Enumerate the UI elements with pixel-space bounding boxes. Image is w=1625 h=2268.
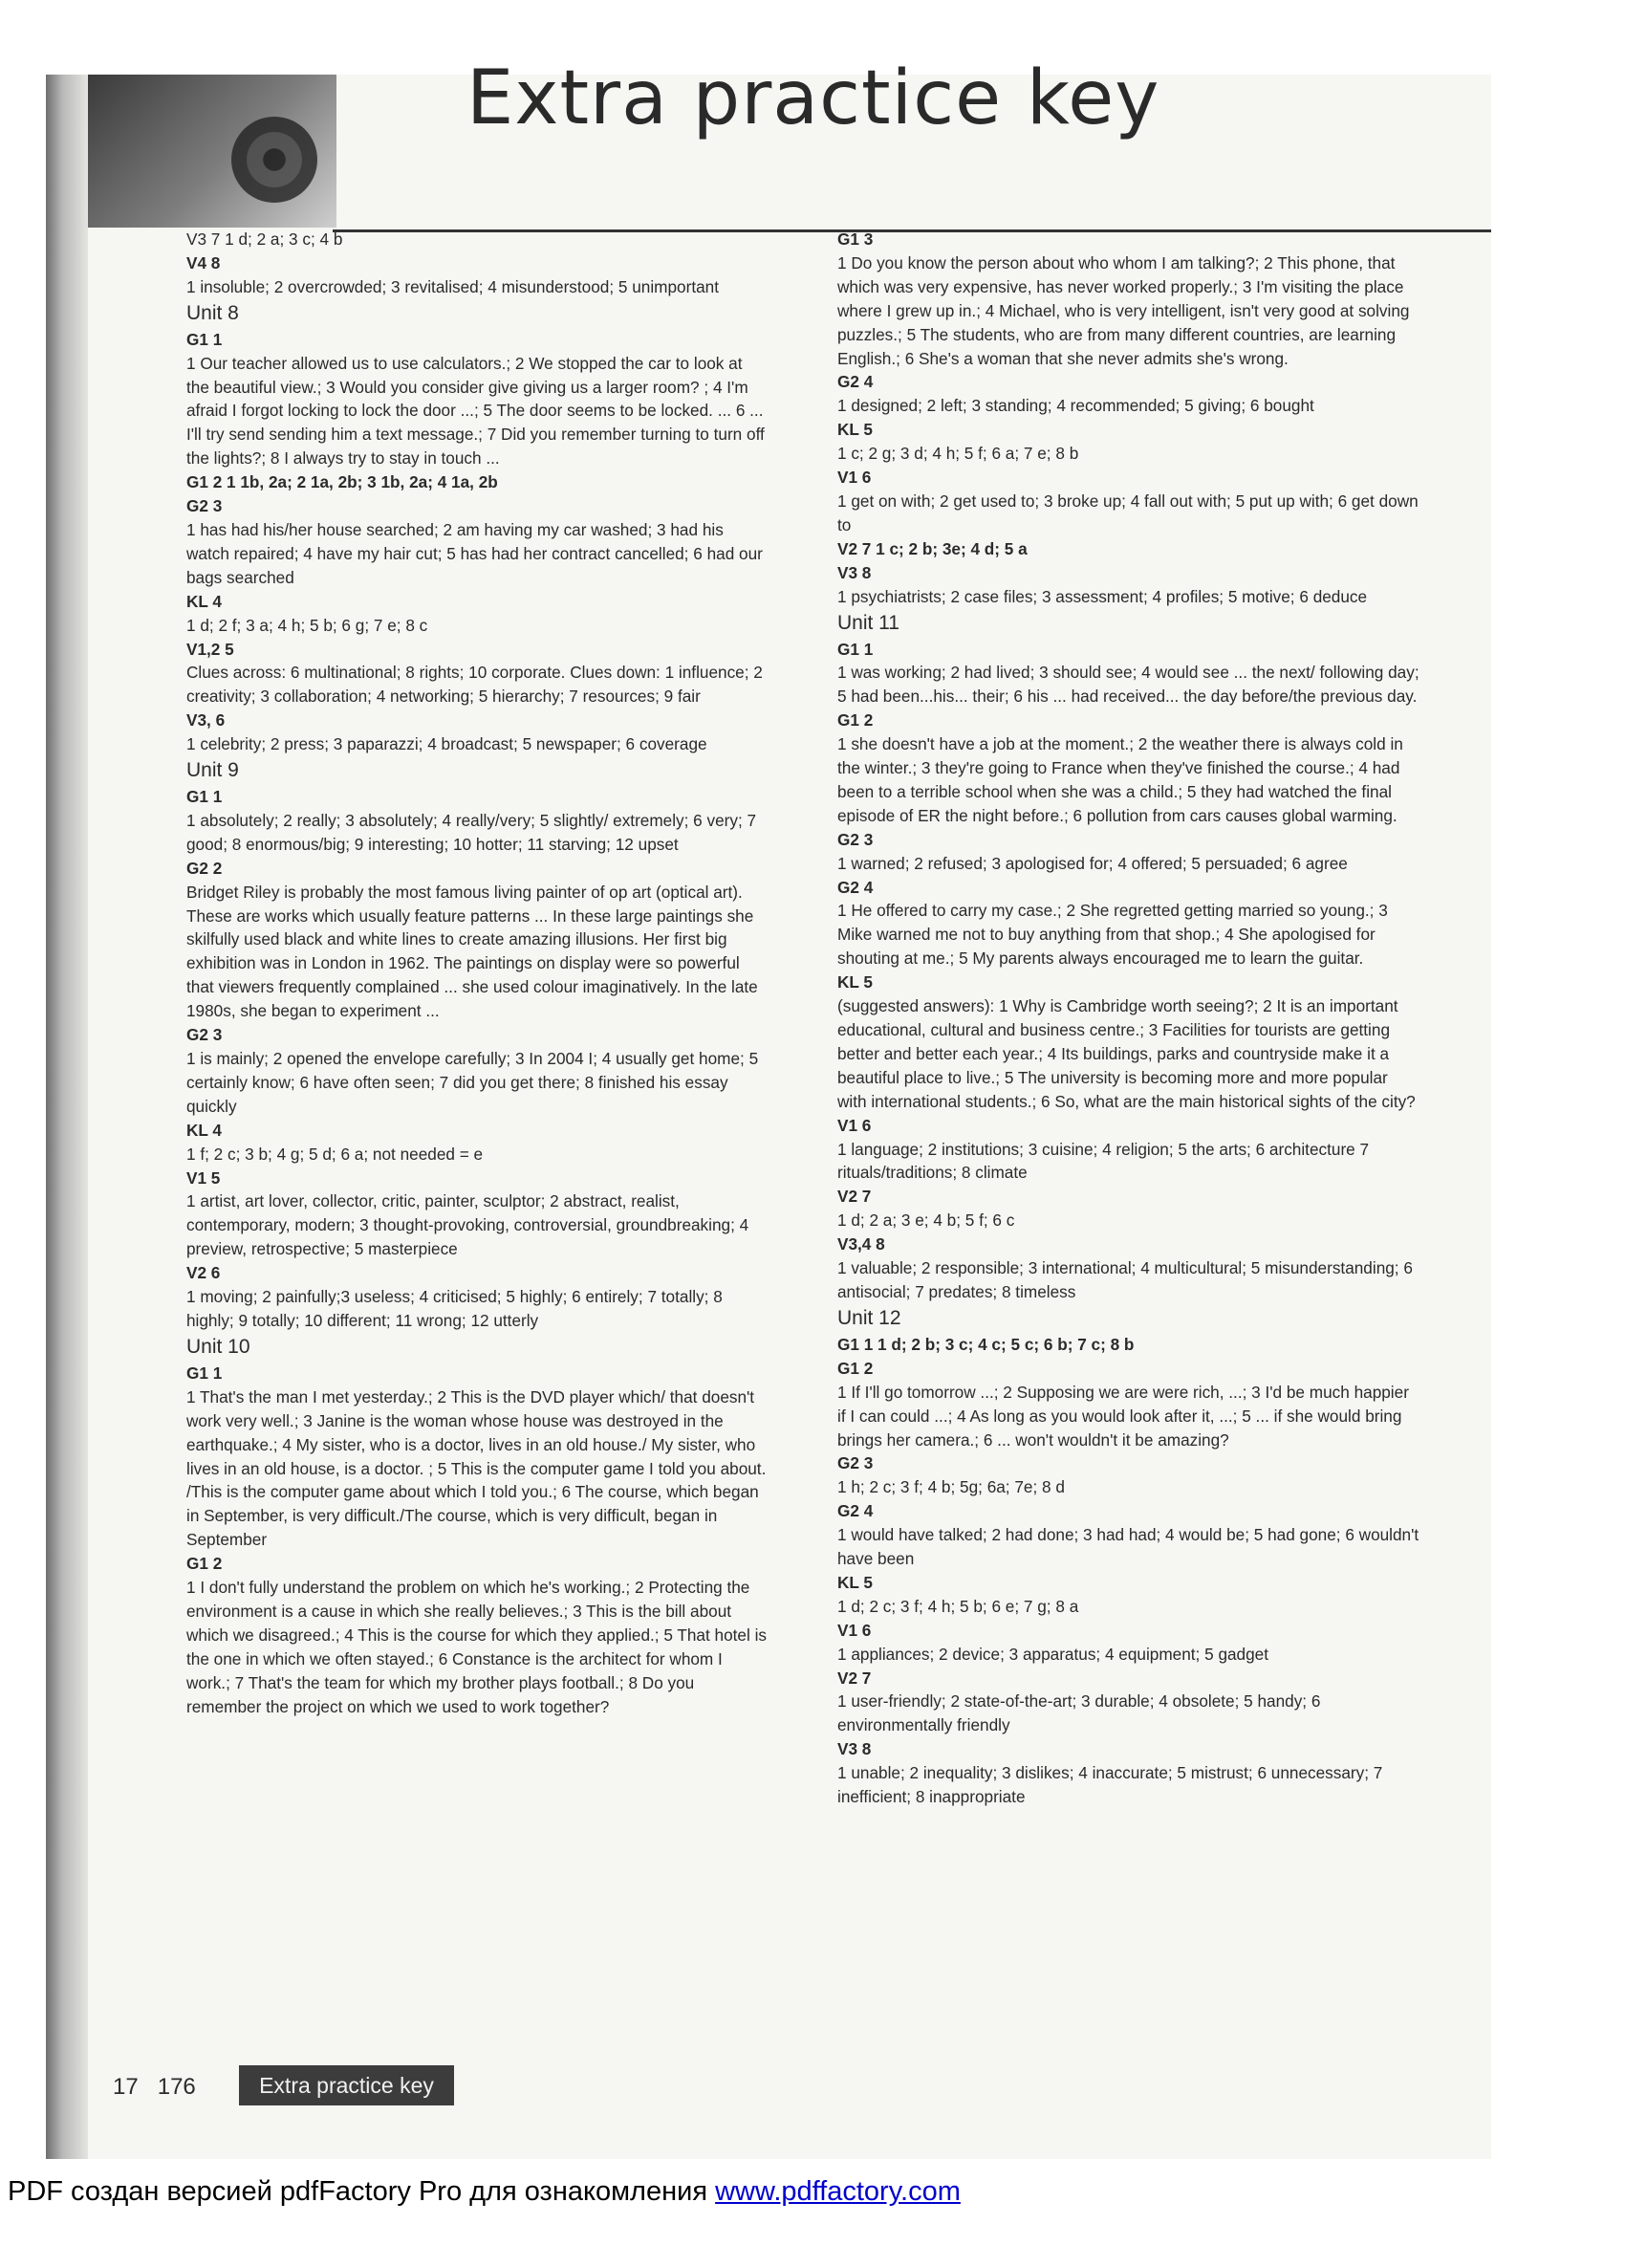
exercise-label: V2 6 — [186, 1263, 221, 1283]
exercise-label: V3,4 8 — [837, 1234, 885, 1254]
exercise-label: G2 3 — [837, 829, 874, 849]
exercise-label: V1 6 — [837, 1620, 872, 1640]
pdffactory-link[interactable]: www.pdffactory.com — [715, 2176, 961, 2207]
exercise-label: G1 1 1 d; 2 b; 3 c; 4 c; 5 c; 6 b; 7 c; 8 b — [837, 1334, 1135, 1354]
exercise-label: G2 4 — [837, 1501, 874, 1521]
answer-text: 1 is mainly; 2 opened the envelope carefully; 3 In 2004 I; 4 usually get home; 5 certainly know; 6 have often seen; 7 did you get there; 8 finished his essay quickly — [186, 1049, 759, 1116]
page-number — [113, 2074, 196, 2101]
unit-heading: Unit 11 — [837, 611, 899, 634]
answer-text: 1 If I'll go tomorrow ...; 2 Supposing we are were rich, ...; 3 I'd be much happier if I can could ...; 4 As long as you would look after it, ...; 5 ... if she would bring brings her camera.; 6 ... won't wouldn't it be amazing? — [837, 1382, 1409, 1450]
page-number-prefix: 17 — [113, 2074, 139, 2100]
exercise-label: G2 4 — [837, 372, 874, 392]
answer-text: 1 c; 2 g; 3 d; 4 h; 5 f; 6 a; 7 e; 8 b — [837, 444, 1079, 464]
exercise-label: G1 1 — [837, 639, 874, 659]
answer-text: V3 7 1 d; 2 a; 3 c; 4 b — [186, 229, 343, 249]
answer-text: 1 absolutely; 2 really; 3 absolutely; 4 really/very; 5 slightly/ extremely; 6 very; 7 good; 8 enormous/big; 9 interesting; 10 hotter; 11 starving; 12 upset — [186, 810, 757, 854]
exercise-label: V1 6 — [837, 468, 872, 488]
answer-text: 1 d; 2 c; 3 f; 4 h; 5 b; 6 e; 7 g; 8 a — [837, 1596, 1079, 1616]
exercise-label: V1,2 5 — [186, 639, 234, 659]
answer-text: 1 d; 2 f; 3 a; 4 h; 5 b; 6 g; 7 e; 8 c — [186, 615, 428, 635]
pdf-creator-note — [8, 2176, 961, 2208]
answer-text: 1 f; 2 c; 3 b; 4 g; 5 d; 6 a; not needed = e — [186, 1144, 484, 1164]
answer-text: 1 designed; 2 left; 3 standing; 4 recommended; 5 giving; 6 bought — [837, 396, 1314, 416]
exercise-label: G1 2 — [837, 1358, 874, 1378]
exercise-label: V3, 6 — [186, 710, 226, 731]
answer-text: 1 was working; 2 had lived; 3 should see; 4 would see ... the next/ following day; 5 had been...his... their; 6 his ... had received... the day before/the previous day. — [837, 663, 1419, 707]
unit-heading: Unit 8 — [186, 301, 239, 324]
answer-text: 1 That's the man I met yesterday.; 2 This is the DVD player which/ that doesn't work very well.; 3 Janine is the woman whose house was destroyed in the earthquake.; 4 My sister, who is a doctor, lives in an old house./ My sister, who lives in an old house, is a doctor. ; 5 This is the computer game I told you about. /This is the computer game about which I told you.; 6 The course, which began in September, is very difficult./The course, which is very difficult, began in September — [186, 1386, 767, 1550]
answer-text: 1 valuable; 2 responsible; 3 international; 4 multicultural; 5 misunderstanding; 6 antisocial; 7 predates; 8 timeless — [837, 1258, 1413, 1301]
answer-text: 1 Our teacher allowed us to use calculators.; 2 We stopped the car to look at the beautiful view.; 3 Would you consider give giving us a larger room? ; 4 I'm afraid I forgot locking to lock the door ...; 5 The door seems to be locked. ... 6 ... I'll try send sending him a text message.; 7 Did you remember turning to turn off the lights?; 8 I always try to stay in touch ... — [186, 353, 765, 469]
answer-text: 1 has had his/her house searched; 2 am having my car washed; 3 had his watch repaired; 4 have my hair cut; 5 has had her contract cancelled; 6 had our bags searched — [186, 519, 763, 587]
exercise-label: G2 4 — [837, 877, 874, 897]
footer-section-label: Extra practice key — [239, 2065, 454, 2105]
answer-text: 1 get on with; 2 get used to; 3 broke up; 4 fall out with; 5 put up with; 6 get down to — [837, 491, 1419, 534]
exercise-label: V2 7 — [837, 1187, 872, 1207]
answer-text: 1 d; 2 a; 3 e; 4 b; 5 f; 6 c — [837, 1210, 1015, 1231]
answer-text: 1 He offered to carry my case.; 2 She regretted getting married so young.; 3 Mike warned me not to buy anything from that shop.; 4 She apologised for shouting at me.; 5 My parents always encouraged me to learn the guitar. — [837, 901, 1388, 969]
answer-text: 1 artist, art lover, collector, critic, painter, sculptor; 2 abstract, realist, contemporary, modern; 3 thought-provoking, controversial, groundbreaking; 4 preview, retrospective; 5 masterpiece — [186, 1191, 749, 1259]
exercise-label: G1 2 — [186, 1554, 223, 1574]
exercise-label: G1 1 — [186, 1363, 223, 1383]
answer-column-right — [837, 228, 1420, 1809]
exercise-label: V2 7 1 c; 2 b; 3e; 4 d; 5 a — [837, 538, 1028, 558]
answer-text: 1 she doesn't have a job at the moment.; 2 the weather there is always cold in the winter.; 3 they're going to France when they've finished the course.; 4 had been to a terrible school when she was a child.; 5 they had watched the final episode of ER the night before.; 6 pollution from cars causes global warming. — [837, 734, 1403, 825]
page-title: Extra practice key — [466, 55, 1160, 142]
exercise-label: KL 5 — [837, 1572, 873, 1592]
unit-heading: Unit 9 — [186, 759, 239, 782]
answer-text: 1 language; 2 institutions; 3 cuisine; 4 religion; 5 the arts; 6 architecture 7 rituals/traditions; 8 climate — [837, 1139, 1370, 1183]
answer-text: 1 insoluble; 2 overcrowded; 3 revitalised; 4 misunderstood; 5 unimportant — [186, 276, 719, 296]
page-spine-shadow — [46, 75, 88, 2159]
exercise-label: V1 5 — [186, 1167, 221, 1188]
answer-text: (suggested answers): 1 Why is Cambridge worth seeing?; 2 It is an important educational, cultural and business centre.; 3 Facilities for tourists are getting better and better each year.; 4 Its buildings, parks and countryside make it a beautiful place to live.; 5 The university is becoming more and more popular with international students.; 6 So, what are the main historical sights of the city? — [837, 996, 1416, 1111]
exercise-label: V3 8 — [837, 1739, 872, 1759]
exercise-label: V2 7 — [837, 1668, 872, 1688]
exercise-label: G1 3 — [837, 229, 874, 249]
exercise-label: G1 1 — [186, 329, 223, 349]
answer-text: 1 Do you know the person about who whom I am talking?; 2 This phone, that which was very expensive, has never worked properly.; 3 I'm visiting the place where I grew up in.; 4 Michael, who is very intelligent, isn't very good at solving puzzles.; 5 The students, who are from many different countries, are learning English.; 6 She's a woman that she never admits she's wrong. — [837, 252, 1410, 368]
exercise-label: G2 2 — [186, 858, 223, 878]
answer-text: 1 user-friendly; 2 state-of-the-art; 3 durable; 4 obsolete; 5 handy; 6 environmentally friendly — [837, 1691, 1321, 1735]
exercise-label: G2 3 — [837, 1453, 874, 1473]
answer-text: Clues across: 6 multinational; 8 rights; 10 corporate. Clues down: 1 influence; 2 creativity; 3 collaboration; 4 networking; 5 hierarchy; 7 resources; 9 fair — [186, 663, 763, 707]
answer-text: 1 appliances; 2 device; 3 apparatus; 4 equipment; 5 gadget — [837, 1644, 1269, 1664]
unit-heading: Unit 10 — [186, 1335, 250, 1358]
answer-text: 1 celebrity; 2 press; 3 paparazzi; 4 broadcast; 5 newspaper; 6 coverage — [186, 734, 707, 754]
answer-text: Bridget Riley is probably the most famous living painter of op art (optical art). These are works which usually feature patterns ... In these large paintings she skilfully used black and white lines to create amazing illusions. Her first big exhibition was in London in 1962. The paintings on display were so powerful that viewers frequently complained ... she used colour imaginatively. In the late 1980s, she began to experiment ... — [186, 882, 758, 1021]
exercise-label: G2 3 — [186, 1025, 223, 1045]
answer-text: 1 I don't fully understand the problem on which he's working.; 2 Protecting the environment is a cause in which she really believes.; 3 This is the bill about which we disagreed.; 4 This is the course for which they applied.; 5 That hotel is the one in which we often stayed.; 6 Constance is the architect for whom I work.; 7 That's the team for which my brother plays football.; 8 Do you remember the project on which we used to work together? — [186, 1578, 767, 1716]
pdf-note-text: PDF создан версией pdfFactory Pro для ознакомления — [8, 2176, 716, 2207]
exercise-label: KL 4 — [186, 591, 222, 611]
answer-text: 1 moving; 2 painfully;3 useless; 4 criticised; 5 highly; 6 entirely; 7 totally; 8 highly; 9 totally; 10 different; 11 wrong; 12 utterly — [186, 1287, 723, 1330]
unit-heading: Unit 12 — [837, 1306, 901, 1329]
answer-text: 1 warned; 2 refused; 3 apologised for; 4 offered; 5 persuaded; 6 agree — [837, 853, 1348, 873]
exercise-label: V1 6 — [837, 1115, 872, 1135]
exercise-label: KL 5 — [837, 420, 873, 440]
disc-graphic-icon — [231, 117, 317, 203]
exercise-label: G1 1 — [186, 787, 223, 807]
exercise-label: G1 2 — [837, 710, 874, 731]
exercise-label: G1 2 1 1b, 2a; 2 1a, 2b; 3 1b, 2a; 4 1a, 2b — [186, 472, 498, 492]
page-number-value: 176 — [157, 2074, 196, 2100]
exercise-label: KL 5 — [837, 972, 873, 992]
answer-text: 1 psychiatrists; 2 case files; 3 assessment; 4 profiles; 5 motive; 6 deduce — [837, 586, 1368, 606]
answer-text: 1 h; 2 c; 3 f; 4 b; 5g; 6a; 7e; 8 d — [837, 1477, 1065, 1497]
answer-text: 1 unable; 2 inequality; 3 dislikes; 4 inaccurate; 5 mistrust; 6 unnecessary; 7 inefficient; 8 inappropriate — [837, 1763, 1383, 1807]
exercise-label: KL 4 — [186, 1120, 222, 1140]
exercise-label: V4 8 — [186, 252, 221, 273]
answer-text: 1 would have talked; 2 had done; 3 had had; 4 would be; 5 had gone; 6 wouldn't have been — [837, 1525, 1419, 1569]
exercise-label: V3 8 — [837, 562, 872, 582]
answer-column-left — [186, 228, 769, 1718]
header-banner-image — [88, 75, 336, 228]
exercise-label: G2 3 — [186, 496, 223, 516]
